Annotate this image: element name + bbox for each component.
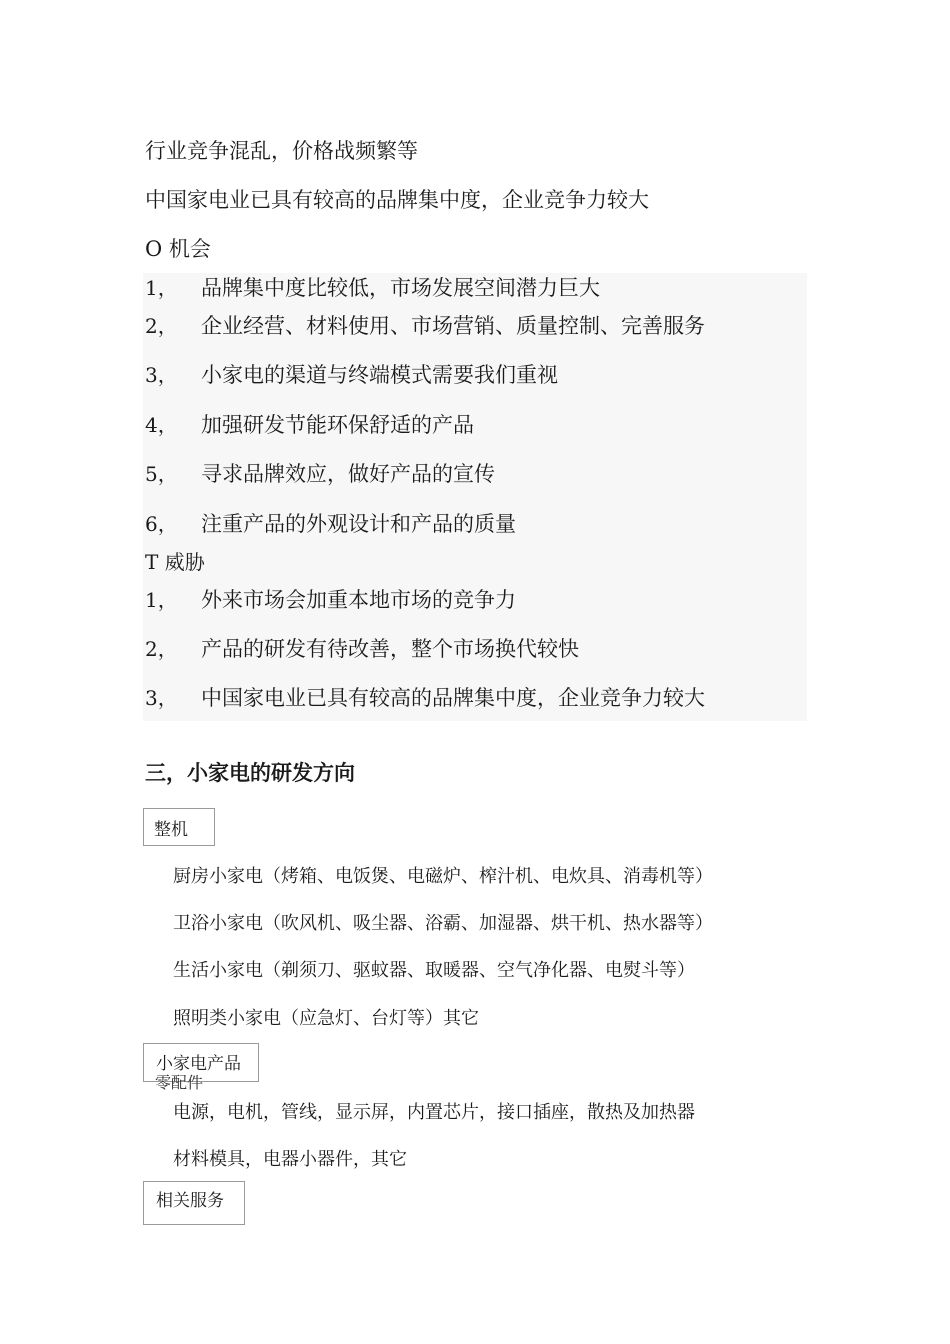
parts-item: 材料模具，电器小器件，其它 [173,1149,407,1170]
category-box-whole-units [143,808,215,846]
intro-line-1: 行业竞争混乱，价格战频繁等 [145,139,418,163]
opportunity-number: 3， [145,363,178,387]
threat-item: 产品的研发有待改善，整个市场换代较快 [201,637,579,661]
opportunity-number: 6， [145,512,178,536]
whole-units-item: 照明类小家电（应急灯、台灯等）其它 [173,1008,479,1029]
opportunity-number: 2， [145,314,178,338]
category-box-label: 小家电产品 [156,1054,241,1074]
opportunity-number: 1， [145,276,178,300]
opportunity-item: 寻求品牌效应，做好产品的宣传 [201,462,495,486]
threat-item: 中国家电业已具有较高的品牌集中度，企业竞争力较大 [201,686,705,710]
threat-item: 外来市场会加重本地市场的竞争力 [201,588,516,612]
threat-number: 2， [145,637,178,661]
opportunity-item: 加强研发节能环保舒适的产品 [201,413,474,437]
category-box-services [143,1181,245,1225]
parts-item: 电源，电机，管线，显示屏，内置芯片，接口插座，散热及加热器 [173,1102,695,1123]
category-box-label: 相关服务 [156,1191,224,1211]
clipped-overflow-text: 零配件 [155,1073,204,1092]
opportunity-item: 品牌集中度比较低，市场发展空间潜力巨大 [201,276,600,300]
threats-heading: T 威胁 [145,550,205,574]
category-box-label: 整机 [154,820,188,840]
opportunities-heading: O 机会 [145,237,211,261]
opportunity-item: 注重产品的外观设计和产品的质量 [201,512,516,536]
threat-number: 3， [145,686,178,710]
whole-units-item: 厨房小家电（烤箱、电饭煲、电磁炉、榨汁机、电炊具、消毒机等） [173,866,713,887]
opportunity-number: 4， [145,413,178,437]
opportunity-item: 小家电的渠道与终端模式需要我们重视 [201,363,558,387]
whole-units-item: 生活小家电（剃须刀、驱蚊器、取暖器、空气净化器、电熨斗等） [173,960,695,981]
opportunity-number: 5， [145,462,178,486]
opportunity-item: 企业经营、材料使用、市场营销、质量控制、完善服务 [201,314,705,338]
threat-number: 1， [145,588,178,612]
whole-units-item: 卫浴小家电（吹风机、吸尘器、浴霸、加湿器、烘干机、热水器等） [173,913,713,934]
section-title: 三，小家电的研发方向 [145,761,355,785]
intro-line-2: 中国家电业已具有较高的品牌集中度，企业竞争力较大 [145,188,649,212]
